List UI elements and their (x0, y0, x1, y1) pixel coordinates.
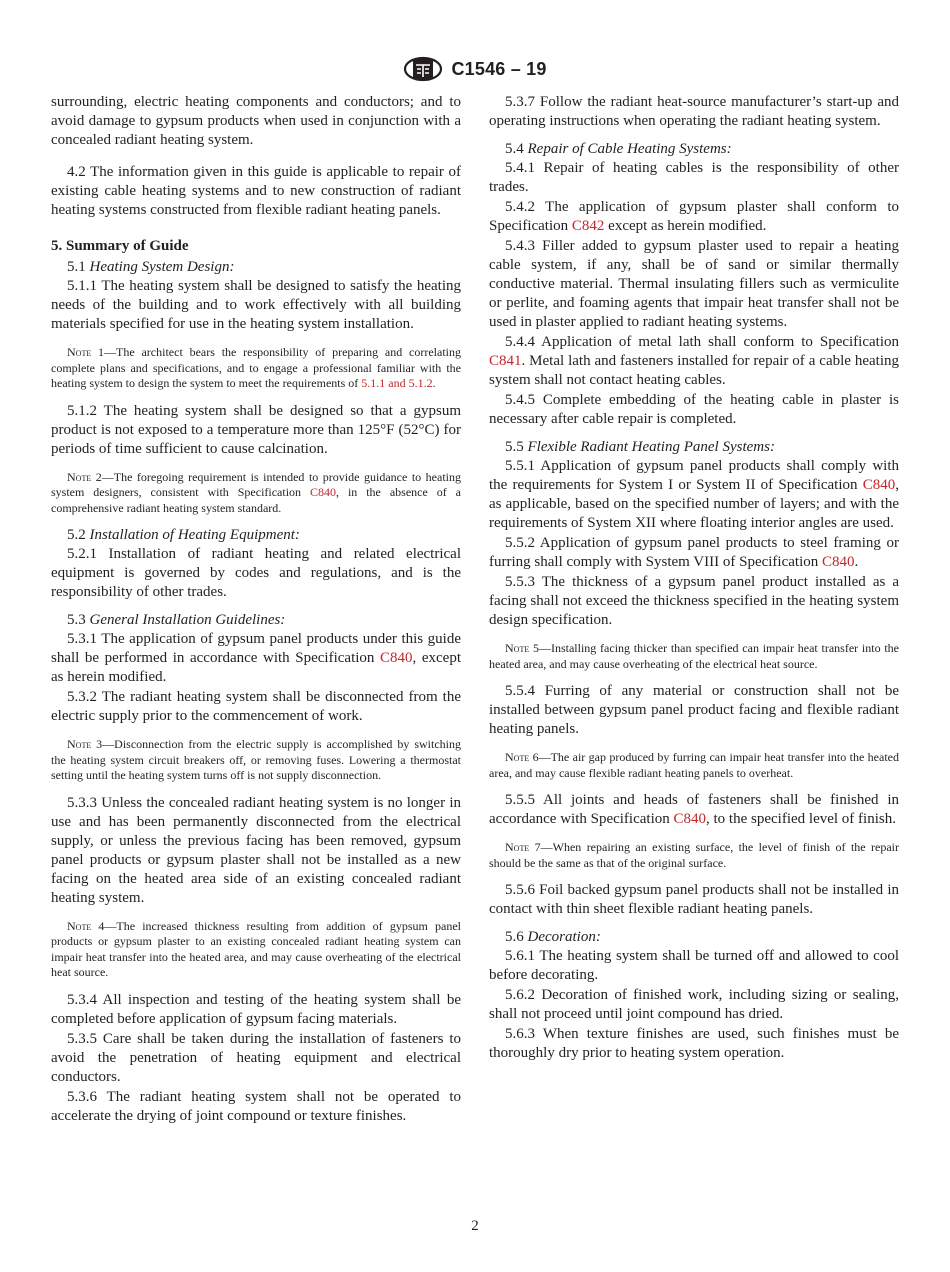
paragraph-5-4-5: 5.4.5 Complete embedding of the heating cable in plaster is necessary after cable repair is completed. (489, 392, 899, 427)
link-c842[interactable]: C842 (571, 218, 605, 234)
paragraph-5-5-5: 5.5.5 All joints and heads of fasteners shall be finished in accordance with Specification C840, to the specified level of finish. (489, 792, 899, 827)
paragraph-5-6-3: 5.6.3 When texture finishes are used, such finishes must be thoroughly dry prior to heating system operation. (489, 1026, 899, 1061)
paragraph-5-4-2: 5.4.2 The application of gypsum plaster shall conform to Specification C842 except as herein modified. (489, 199, 899, 234)
paragraph-continued: surrounding, electric heating components and conductors; and to avoid damage to gypsum products when used in conjunction with a concealed radiant heating system. (51, 94, 461, 148)
paragraph-5-3-4: 5.3.4 All inspection and testing of the heating system shall be completed before application of gypsum facing materials. (51, 991, 461, 1027)
paragraph-5-5-6: 5.5.6 Foil backed gypsum panel products shall not be installed in contact with thin sheet flexible radiant heating panels. (489, 882, 899, 917)
subheading-5-2: 5.2 Installation of Heating Equipment: (67, 527, 300, 543)
page-number: 2 (471, 1218, 479, 1234)
paragraph-5-5-2: 5.5.2 Application of gypsum panel products to steel framing or furring shall comply with System VIII of Specification C840. (489, 535, 899, 570)
paragraph-5-5-4: 5.5.4 Furring of any material or construction shall not be installed between gypsum panel product facing and flexible radiant heating panels. (489, 683, 899, 737)
paragraph-5-4-1: 5.4.1 Repair of heating cables is the responsibility of other trades. (489, 160, 899, 195)
link-c841[interactable]: C841 (489, 353, 522, 369)
link-c840[interactable]: C840 (862, 477, 896, 493)
note-3: Note 3—Disconnection from the electric supply is accomplished by switching the heating system circuit breakers off, or removing fuses. Lowering a thermostat setting until the heating system turns off is not supply disconnection. (51, 737, 461, 782)
section-heading-5: 5. Summary of Guide (51, 238, 189, 254)
paragraph-5-4-3: 5.4.3 Filler added to gypsum plaster used to repair a heating cable system, if any, shall be of sand or similar thermally conductive material. Thermal insulating fillers such as vermiculite or perlite, and foaming agents that impair heat transfer shall not be used in plaster applied to radiant heating systems. (489, 238, 899, 330)
document-id: C1546 – 19 (451, 58, 547, 79)
link-c840[interactable]: C840 (380, 650, 413, 666)
paragraph-5-3-2: 5.3.2 The radiant heating system shall be disconnected from the electric supply prior to the commencement of work. (51, 689, 461, 724)
page-header (0, 56, 950, 82)
paragraph-5-6-2: 5.6.2 Decoration of finished work, including sizing or sealing, shall not proceed until joint compound has dried. (489, 987, 899, 1022)
subheading-5-1: 5.1 Heating System Design: (67, 259, 235, 275)
paragraph-5-2-1: 5.2.1 Installation of radiant heating and related electrical equipment is governed by codes and regulations, and is the responsibility of other trades. (51, 546, 461, 600)
note-7: Note 7—When repairing an existing surface, the level of finish of the repair should be the same as that of the original surface. (489, 840, 899, 870)
right-column (489, 93, 899, 1064)
note-4: Note 4—The increased thickness resulting from addition of gypsum panel products or gypsum plaster to an existing concealed radiant heating system can impair heat transfer into the heated area, and may cause overheating of the electrical heat source. (51, 918, 461, 979)
subheading-5-4: 5.4 Repair of Cable Heating Systems: (505, 141, 732, 157)
note-6: Note 6—The air gap produced by furring can impair heat transfer into the heated area, and may cause flexible radiant heating panels to overheat. (489, 750, 899, 780)
note-1: Note 1—The architect bears the responsibility of preparing and correlating complete plans and specifications, and to engage a professional familiar with the heating system to design the system to meet the requirements of 5.1.1 and 5.1.2. (51, 345, 461, 390)
link-c840[interactable]: C840 (310, 485, 337, 499)
note-2: Note 2—The foregoing requirement is intended to provide guidance to heating system designers, consistent with Specification C840, in the absence of a comprehensive radiant heating system standard. (51, 469, 462, 515)
paragraph-4-2: 4.2 The information given in this guide is applicable to repair of existing cable heating systems and to new construction of radiant heating systems constructed from flexible radiant heating panels. (51, 164, 461, 218)
subheading-5-3: 5.3 General Installation Guidelines: (67, 612, 286, 628)
paragraph-5-1-2: 5.1.2 The heating system shall be designed so that a gypsum product is not exposed to a temperature more than 125°F (52°C) for periods of time sufficient to cause calcination. (51, 402, 461, 457)
subheading-5-5: 5.5 Flexible Radiant Heating Panel Systems: (505, 439, 775, 455)
paragraph-5-5-1: 5.5.1 Application of gypsum panel products shall comply with the requirements for System I or System II of Specification C840, as applicable, based on the specified number of layers; and with the requirements of System XII where floating interior angles are used. (489, 458, 899, 531)
paragraph-5-3-6: 5.3.6 The radiant heating system shall not be operated to accelerate the drying of joint compound or texture finishes. (51, 1088, 461, 1124)
link-c840[interactable]: C840 (673, 811, 707, 827)
paragraph-5-3-5: 5.3.5 Care shall be taken during the installation of fasteners to avoid the penetration of heating equipment and electrical conductors. (51, 1030, 461, 1085)
paragraph-5-6-1: 5.6.1 The heating system shall be turned off and allowed to cool before decorating. (489, 948, 899, 983)
astm-logo-icon (403, 56, 443, 82)
left-column (51, 93, 461, 1127)
paragraph-5-3-3: 5.3.3 Unless the concealed radiant heating system is no longer in use and has been permanently disconnected from the electrical supply, or unless the previous facing has been removed, gypsum panel products or gypsum plaster shall not be installed as a new facing on the heated area side of an existing concealed radiant heating system. (51, 794, 461, 906)
link-5-1-1-and-5-1-2[interactable]: 5.1.1 and 5.1.2 (361, 376, 433, 390)
paragraph-5-1-1: 5.1.1 The heating system shall be designed to satisfy the heating needs of the building and to work effectively with all building materials specified for use in the heating system installation. (51, 278, 461, 332)
paragraph-5-3-7: 5.3.7 Follow the radiant heat-source manufacturer’s start-up and operating instructions when operating the radiant heating system. (489, 94, 899, 129)
paragraph-5-3-1: 5.3.1 The application of gypsum panel products under this guide shall be performed in accordance with Specification C840, except as herein modified. (51, 631, 461, 685)
note-5: Note 5—Installing facing thicker than specified can impair heat transfer into the heated area, and may cause overheating of the electrical heat source. (489, 641, 899, 671)
paragraph-5-4-4: 5.4.4 Application of metal lath shall conform to Specification C841. Metal lath and fasteners installed for repair of a cable heating system shall not contact heating cables. (489, 334, 899, 388)
paragraph-5-5-3: 5.5.3 The thickness of a gypsum panel product installed as a facing shall not exceed the thickness specified in the heating system design specification. (489, 574, 899, 628)
link-c840[interactable]: C840 (822, 554, 855, 570)
subheading-5-6: 5.6 Decoration: (505, 929, 601, 945)
